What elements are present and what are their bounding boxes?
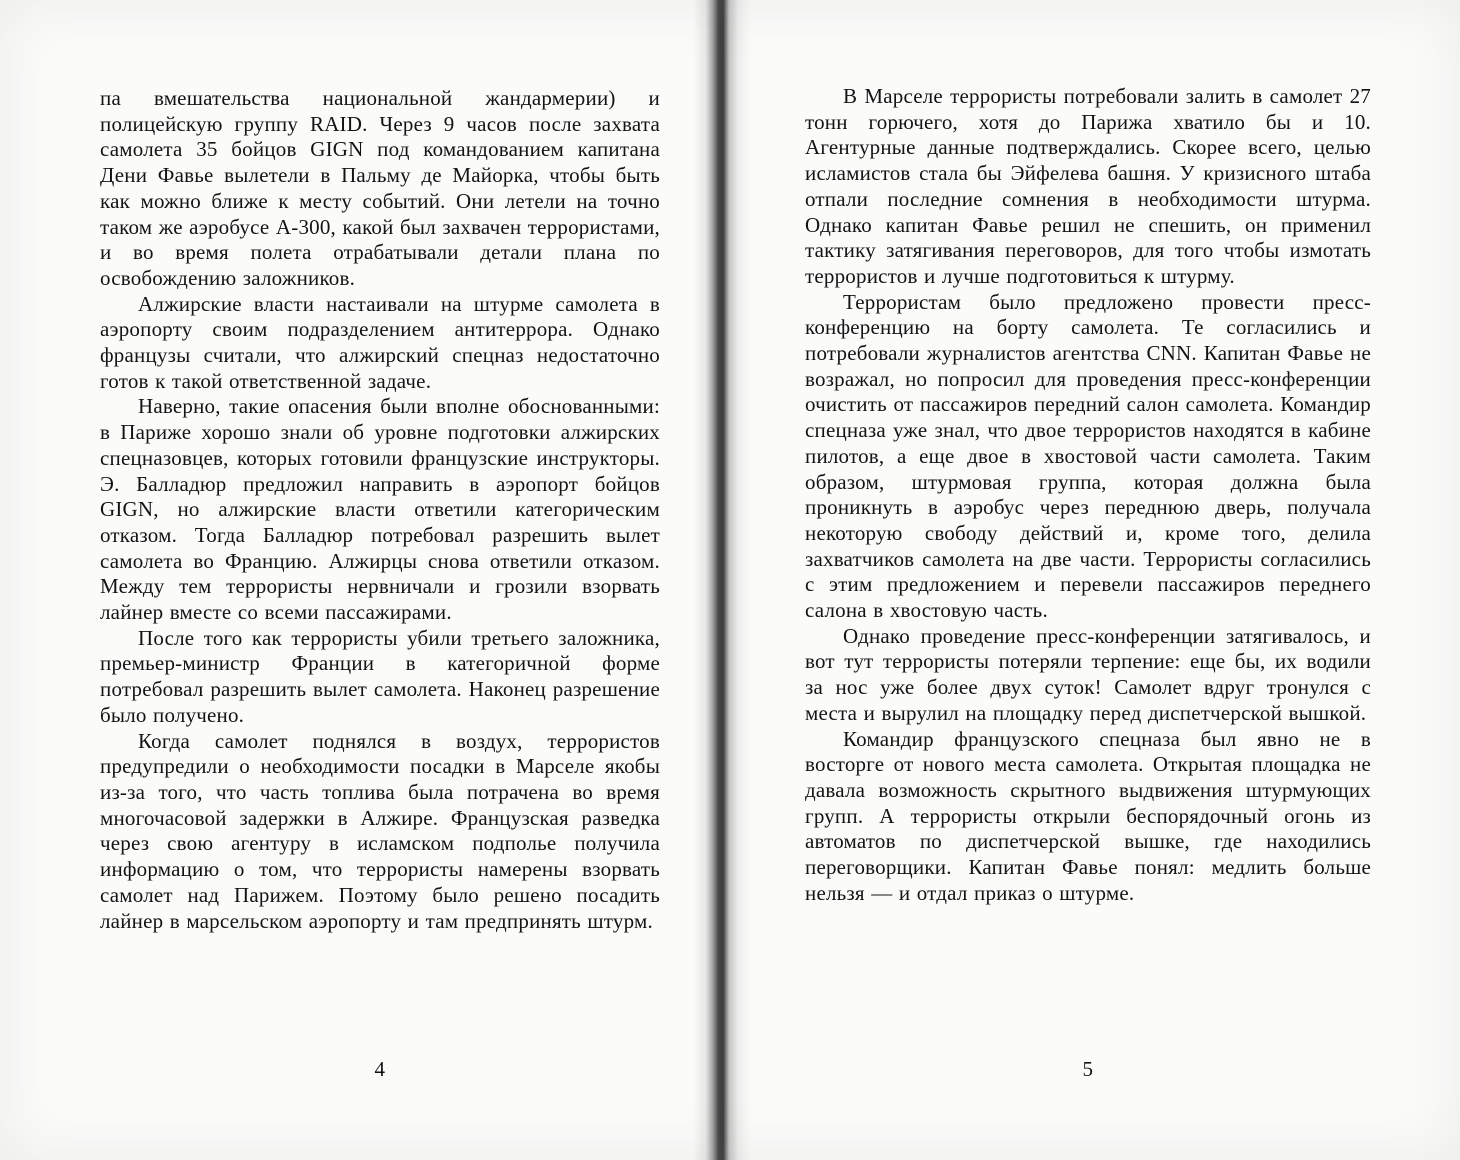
book-gutter-shadow [693, 0, 751, 1160]
page-number: 5 [1082, 1057, 1094, 1081]
paragraph: Алжирские власти настаивали на штурме самолета в аэропорту своим подразделением антитеррора. Однако французы считали, что алжирский спецназ недостаточно готов к такой ответственной задаче. [100, 291, 660, 393]
right-page [805, 0, 1371, 1160]
paragraph: После того как террористы убили третьего заложника, премьер-министр Франции в категоричной форме потребовал разрешить вылет самолета. Наконец разрешение было получено. [100, 625, 660, 727]
right-page-text-block [805, 84, 1371, 907]
paragraph: Однако проведение пресс-конференции затягивалось, и вот тут террористы потеряли терпение: еще бы, их водили за нос уже более двух суток! Самолет вдруг тронулся с места и вырулил на площадку перед диспетчерской вышкой. [805, 623, 1371, 725]
paragraph: Когда самолет поднялся в воздух, террористов предупредили о необходимости посадки в Марселе якобы из-за того, что часть топлива была потрачена во время многочасовой задержки в Алжире. Французская разведка через свою агентуру в исламском подполье получила информацию о том, что террористы намерены взорвать самолет над Парижем. Поэтому было решено посадить лайнер в марсельском аэропорту и там предпринять штурм. [100, 728, 660, 933]
paragraph: Командир французского спецназа был явно не в восторге от нового места самолета. Открытая площадка не давала возможность скрытного выдвижения штурмующих групп. А террористы открыли беспорядочный огонь из автоматов по диспетчерской вышке, где находились переговорщики. Капитан Фавье понял: медлить больше нельзя — и отдал приказ о штурме. [805, 726, 1371, 905]
left-page [100, 0, 660, 1160]
paragraph: В Марселе террористы потребовали залить в самолет 27 тонн горючего, хотя до Парижа хватило бы и 10. Агентурные данные подтверждались. Скорее всего, целью исламистов стала бы Эйфелева башня. У кризисного штаба отпали последние сомнения в необходимости штурма. Однако капитан Фавье решил не спешить, он применил тактику затягивания переговоров, для того чтобы измотать террористов и лучше подготовиться к штурму. [805, 84, 1371, 288]
left-page-text-block [100, 86, 660, 934]
paragraph: Наверно, такие опасения были вполне обоснованными: в Париже хорошо знали об уровне подготовки алжирских спецназовцев, которых готовили французские инструкторы. Э. Балладюр предложил направить в аэропорт бойцов GIGN, но алжирские власти ответили категорическим отказом. Тогда Балладюр потребовал разрешить вылет самолета во Францию. Алжирцы снова ответили отказом. Между тем террористы нервничали и грозили взорвать лайнер вместе со всеми пассажирами. [100, 394, 660, 625]
page-number: 4 [374, 1057, 386, 1081]
paragraph: па вмешательства национальной жандармерии) и полицейскую группу RAID. Через 9 часов после захвата самолета 35 бойцов GIGN под командованием капитана Дени Фавье вылетели в Пальму де Майорка, чтобы быть как можно ближе к месту событий. Они летели на точно таком же аэробусе А-300, какой был захвачен террористами, и во время полета отрабатывали детали плана по освобождению заложников. [100, 86, 660, 290]
paragraph: Террористам было предложено провести пресс-конференцию на борту самолета. Те согласились и потребовали журналистов агентства CNN. Капитан Фавье не возражал, но попросил для проведения пресс-конференции очистить от пассажиров передний салон самолета. Командир спецназа уже знал, что двое террористов находятся в кабине пилотов, а еще двое в хвостовой части самолета. Таким образом, штурмовая группа, которая должна была проникнуть в аэробус через переднюю дверь, получала некоторую свободу действий и, кроме того, делила захватчиков самолета на две части. Террористы согласились с этим предложением и перевели пассажиров переднего салона в хвостовую часть. [805, 289, 1371, 623]
